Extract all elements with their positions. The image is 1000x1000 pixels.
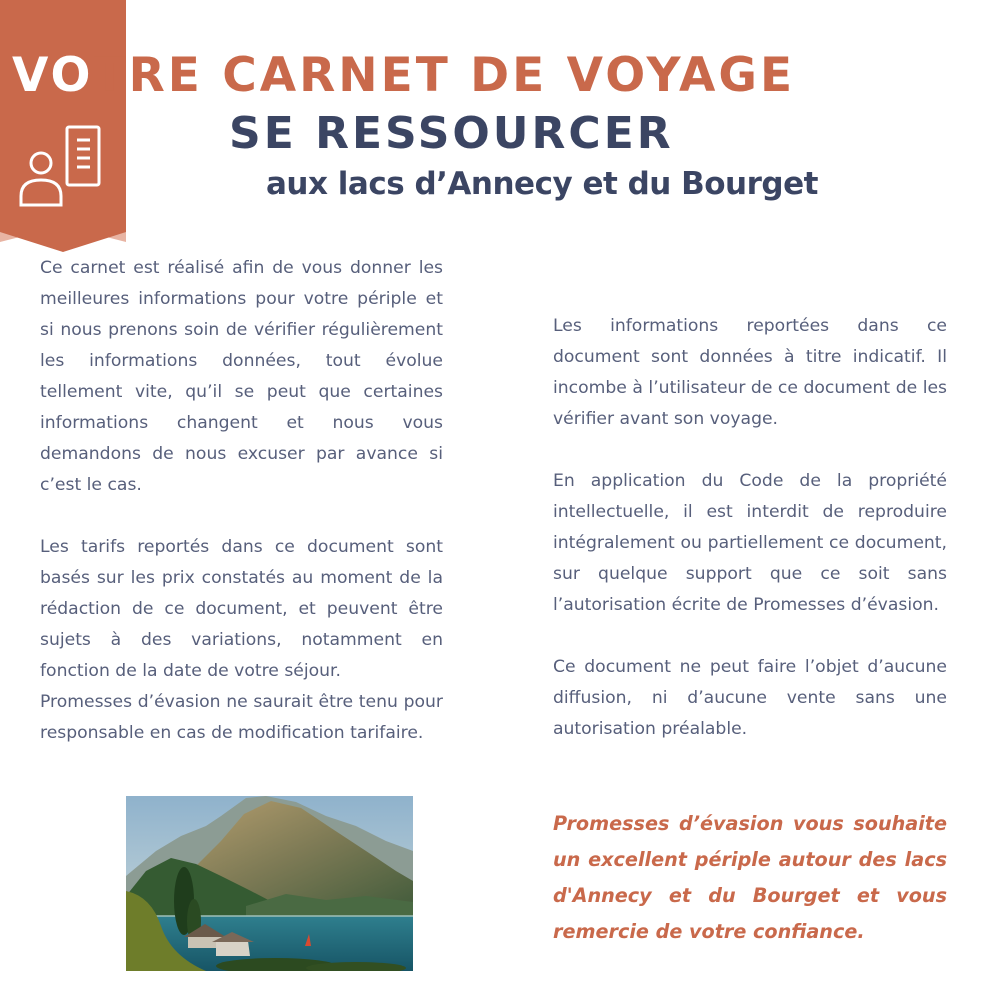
disclaimer-paragraph: Les informations reportées dans ce document sont données à titre indicatif. Il incombe à l’utilisateur de ce document de les vérifier avant son voyage. (553, 316, 947, 429)
page-tagline: aux lacs d’Annecy et du Bourget (266, 166, 818, 202)
copyright-paragraph: En application du Code de la propriété intellectuelle, il est interdit de reproduire intégralement ou partiellement ce document, sur quelque support que ce soit sans l’autorisation écrite de Promesses d’évasion. (553, 471, 947, 615)
closing-message: Promesses d’évasion vous souhaite un excellent périple autour des lacs d'Annecy et du Bourget et vous remercie de votre confiance. (553, 812, 947, 943)
pricing-paragraph: Les tarifs reportés dans ce document sont basés sur les prix constatés au moment de la rédaction de ce document, et peuvent être sujets à des variations, notamment en fonction de la date de votre séjour. (40, 537, 443, 681)
page-title-start: VO (12, 48, 94, 103)
lake-photo (126, 796, 413, 971)
right-column (553, 311, 947, 745)
liability-paragraph: Promesses d’évasion ne saurait être tenu pour responsable en cas de modification tarifaire. (40, 692, 443, 743)
page-title-rest: TRE CARNET DE VOYAGE (93, 48, 796, 103)
intro-paragraph: Ce carnet est réalisé afin de vous donner les meilleures informations pour votre périple et si nous prenons soin de vérifier régulièrement les informations données, tout évolue tellement vite, qu’il se peut que certaines informations changent et nous vous demandons de nous excuser par avance si c’est le cas. (40, 258, 443, 495)
page-subtitle: SE RESSOURCER (229, 108, 674, 159)
page-title (12, 48, 796, 103)
left-column (40, 253, 443, 749)
distribution-paragraph: Ce document ne peut faire l’objet d’aucune diffusion, ni d’aucune vente sans une autorisation préalable. (553, 657, 947, 739)
bookmark-ribbon (0, 0, 126, 252)
